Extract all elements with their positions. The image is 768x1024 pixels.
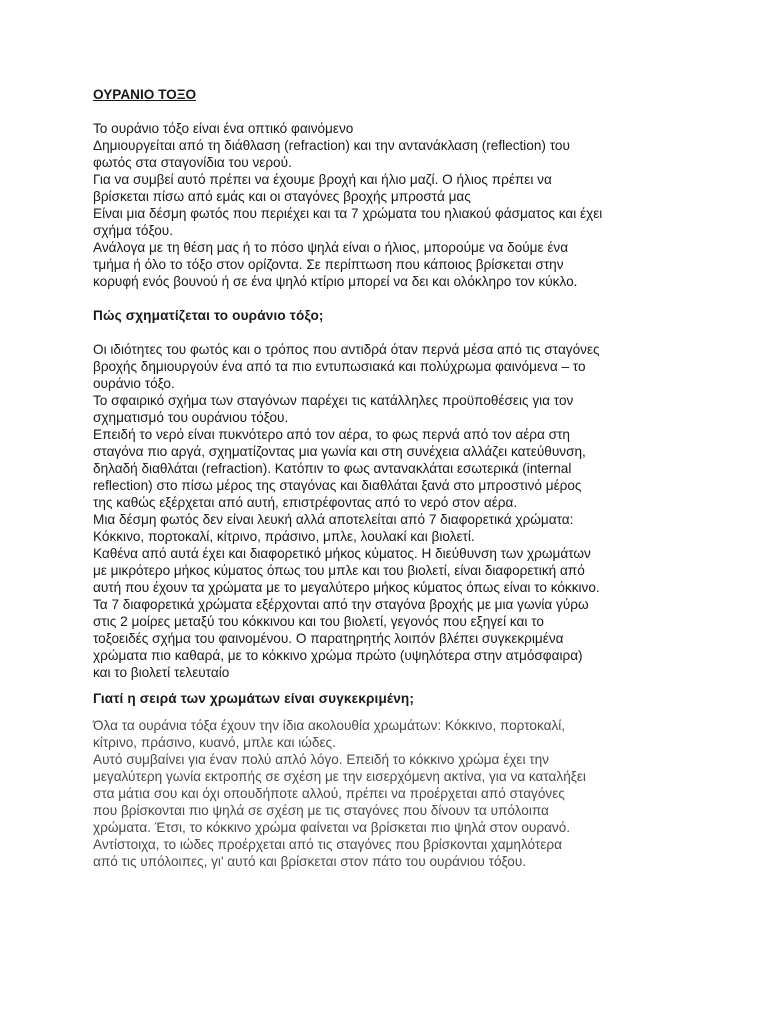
color-order-paragraph-2: Αυτό συμβαίνει για έναν πολύ απλό λόγο. Επειδή το κόκκινο χρώμα έχει την μεγαλύτερη γωνία εκτροπής σε σχέση με την εισερχόμενη ακτίνα, για να καταλήξει στα μάτια σου και όχι οπουδήποτε αλλού, πρέπει να προέρχεται από σταγόνες που βρίσκονται πιο ψηλά σε σχέση με τις σταγόνες που δίνουν τα υπόλοιπα χρώματα. Έτσι, το κόκκινο χρώμα φαίνεται να βρίσκεται πιο ψηλά στον ουρανό. [93, 752, 586, 835]
how-formed-paragraph-6: Τα 7 διαφορετικά χρώματα εξέρχονται από την σταγόνα βροχής με μια γωνία γύρω στις 2 μοίρες μεταξύ του κόκκινου και του βιολετί, γεγονός που εξηγεί και το τοξοειδές σχήμα του φαινομένου. Ο παρατηρητής λοιπόν βλέπει συγκεκριμένα χρώματα πιο καθαρά, με το κόκκινο χρώμα πρώτο (υψηλότερα στην ατμόσφαιρα) και το βιολετί τελευταίο [93, 597, 589, 680]
how-formed-paragraph-1: Οι ιδιότητες του φωτός και ο τρόπος που αντιδρά όταν περνά μέσα από τις σταγόνες βροχής δημιουργούν ένα από τα πιο εντυπωσιακά και πολύχρωμα φαινόμενα – το ουράνιο τόξο. [93, 342, 600, 391]
how-formed-paragraph-5: Καθένα από αυτά έχει και διαφορετικό μήκος κύματος. Η διεύθυνση των χρωμάτων με μικρότερο μήκος κύματος όπως του μπλε και του βιολετί, είναι διαφορετική από αυτή που έχουν τα χρώματα με το μεγαλύτερο μήκος κύματος όπως είναι το κόκκινο. [93, 546, 600, 595]
color-order-paragraph-1: Όλα τα ουράνια τόξα έχουν την ίδια ακολουθία χρωμάτων: Κόκκινο, πορτοκαλί, κίτρινο, πράσινο, κυανό, μπλε και ιώδες. [93, 718, 566, 750]
intro-line-1: Το ουράνιο τόξο είναι ένα οπτικό φαινόμενο [93, 121, 354, 136]
color-order-paragraph-3: Αντίστοιχα, το ιώδες προέρχεται από τις σταγόνες που βρίσκονται χαμηλότερα από τις υπόλοιπες, γι' αυτό και βρίσκεται στον πάτο του ουράνιου τόξου. [93, 837, 562, 869]
how-formed-paragraph-3: Επειδή το νερό είναι πυκνότερο από τον αέρα, το φως περνά από τον αέρα στη σταγόνα πιο αργά, σχηματίζοντας μια γωνία και στη συνέχεια αλλάζει κατεύθυνση, δηλαδή διαθλάται (refraction). Κατόπιν το φως αντανακλάται εσωτερικά (internal reflection) στο πίσω μέρος της σταγόνας και διαθλάται ξανά στο μπροστινό μέρος της καθώς εξέρχεται από αυτή, επιστρέφοντας από το νερό στον αέρα. [93, 427, 586, 510]
how-formed-paragraph-2: Το σφαιρικό σχήμα των σταγόνων παρέχει τις κατάλληλες προϋποθέσεις για τον σχηματισμό του ουράνιου τόξου. [93, 393, 574, 425]
intro-line-2: Δημιουργείται από τη διάθλαση (refraction) και την αντανάκλαση (reflection) του φωτός στα σταγονίδια του νερού. [93, 138, 570, 170]
section-heading-color-order: Γιατί η σειρά των χρωμάτων είναι συγκεκριμένη; [93, 691, 415, 706]
intro-line-5: Ανάλογα με τη θέση μας ή το πόσο ψηλά είναι ο ήλιος, μπορούμε να δούμε ένα τμήμα ή όλο το τόξο στον ορίζοντα. Σε περίπτωση που κάποιος βρίσκεται στην κορυφή ενός βουνού ή σε ένα ψηλό κτίριο μπορεί να δει και ολόκληρο τον κύκλο. [93, 240, 578, 289]
document-page [93, 86, 713, 870]
intro-line-4: Είναι μια δέσμη φωτός που περιέχει και τα 7 χρώματα του ηλιακού φάσματος και έχει σχήμα τόξου. [93, 206, 603, 238]
how-formed-paragraph-4: Μια δέσμη φωτός δεν είναι λευκή αλλά αποτελείται από 7 διαφορετικά χρώματα: Κόκκινο, πορτοκαλί, κίτρινο, πράσινο, μπλε, λουλακί και βιολετί. [93, 512, 574, 544]
document-title: ΟΥΡΑΝΙΟ ΤΟΞΟ [93, 87, 197, 102]
how-formed-section [93, 341, 713, 681]
section-heading-how-formed: Πώς σχηματίζεται το ουράνιο τόξο; [93, 308, 324, 323]
intro-section [93, 120, 713, 290]
color-order-section [93, 717, 713, 870]
intro-line-3: Για να συμβεί αυτό πρέπει να έχουμε βροχή και ήλιο μαζί. Ο ήλιος πρέπει να βρίσκεται πίσω από εμάς και οι σταγόνες βροχής μπροστά μας [93, 172, 552, 204]
